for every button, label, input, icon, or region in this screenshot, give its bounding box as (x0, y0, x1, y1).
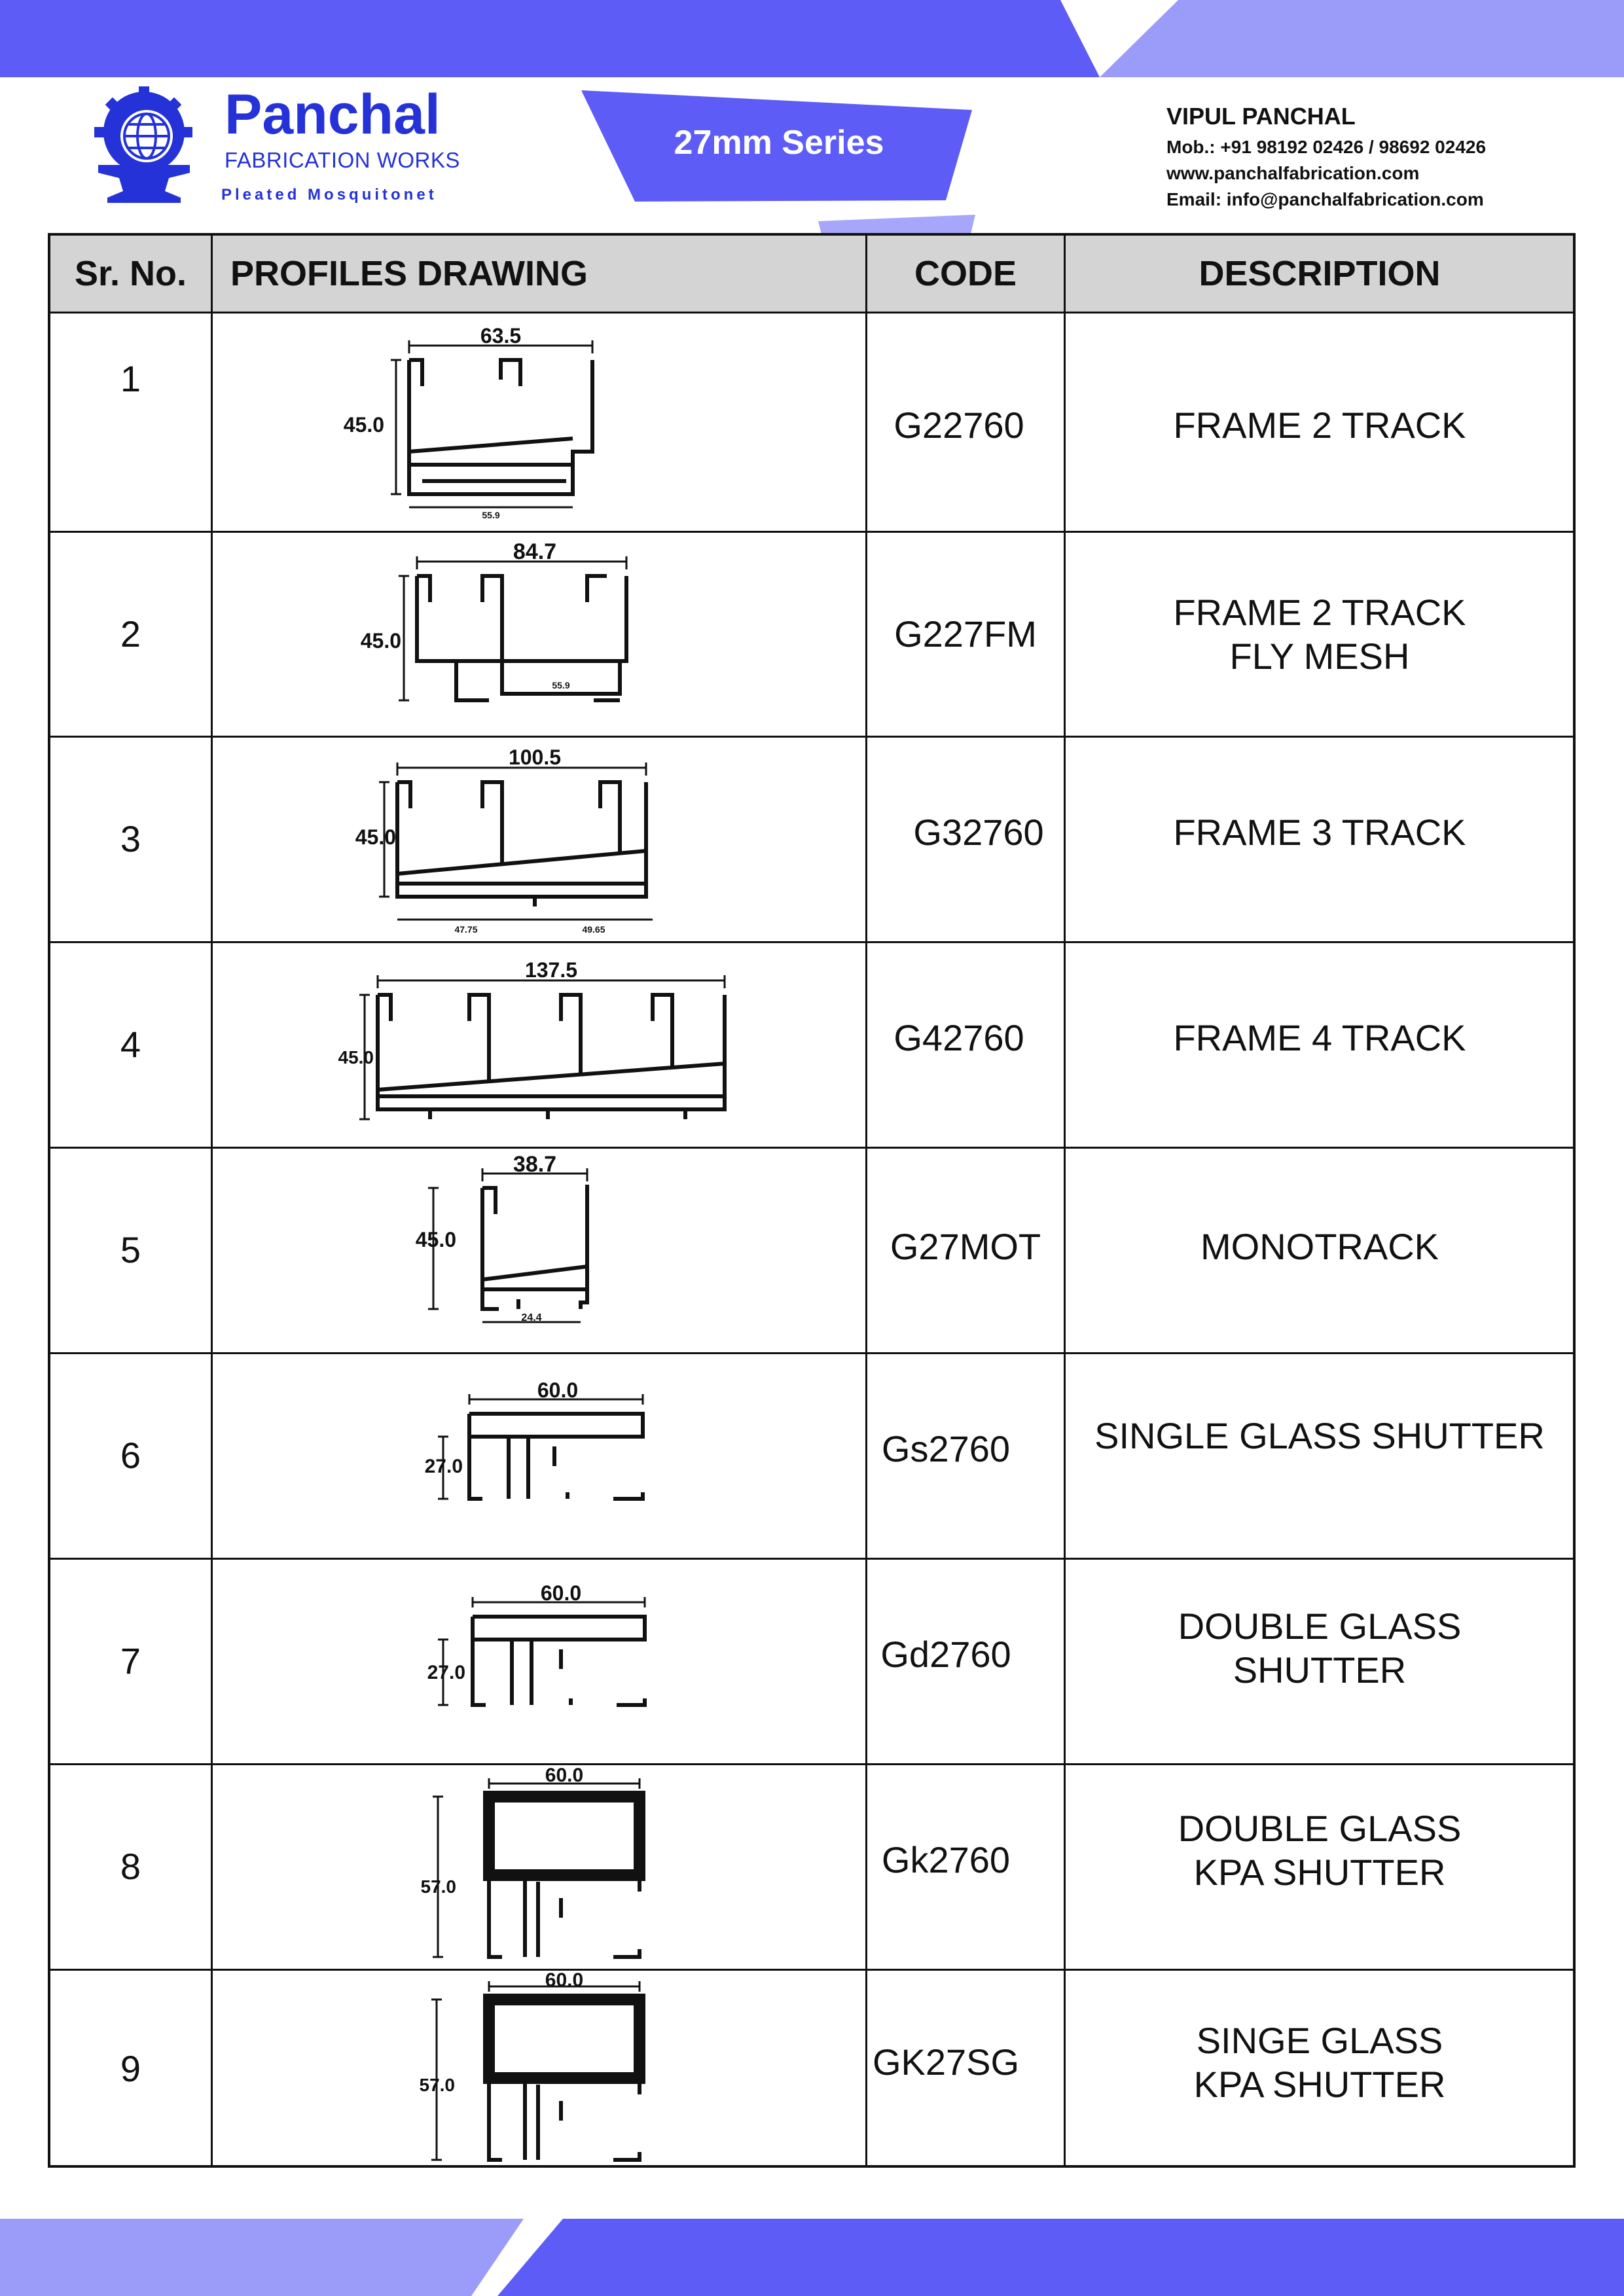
contact-website[interactable]: www.panchalfabrication.com (1166, 163, 1420, 183)
row-7-dim-height: 27.0 (427, 1662, 465, 1683)
row-1-profile-drawing (331, 324, 697, 520)
row-5-desc-line1: MONOTRACK (1200, 1226, 1439, 1268)
row-4-desc-line1: FRAME 4 TRACK (1173, 1017, 1466, 1059)
row-9-desc-line2: KPA SHUTTER (1193, 2064, 1446, 2105)
row-5-profile-drawing (391, 1152, 653, 1348)
brand-name: Panchal (225, 83, 441, 146)
row-6-desc-line1: SINGLE GLASS SHUTTER (1094, 1415, 1545, 1457)
row-9-dim-height: 57.0 (419, 2075, 455, 2095)
header-band (0, 0, 1624, 85)
row-8-sr: 8 (120, 1846, 141, 1888)
row-8-code: Gk2760 (881, 1839, 1011, 1881)
row-9-dim-width: 60.0 (545, 1969, 584, 1991)
brand-tagline: Pleated Mosquitonet (221, 186, 437, 204)
contact-mobile: Mob.: +91 98192 02426 / 98692 02426 (1166, 137, 1487, 157)
row-6-dim-height: 27.0 (424, 1456, 463, 1477)
row-8-dim-width: 60.0 (545, 1765, 584, 1786)
row-5-dim-sub: 24.4 (521, 1312, 542, 1323)
globe-gear-anvil-icon (92, 86, 196, 204)
row-3-profile-drawing (312, 746, 718, 936)
row-6-description (1066, 1354, 1574, 1518)
row-6-dim-width: 60.0 (537, 1378, 579, 1402)
row-5-dim-height: 45.0 (415, 1228, 456, 1251)
row-1-dim-width: 63.5 (480, 324, 522, 348)
row-1-desc-line1: FRAME 2 TRACK (1173, 404, 1466, 446)
row-3-dim-sub2: 49.65 (582, 924, 605, 935)
series-title: 27mm Series (674, 124, 884, 162)
header-description: DESCRIPTION (1199, 254, 1441, 293)
row-6-code: Gs2760 (881, 1428, 1011, 1470)
row-7-sr: 7 (120, 1640, 141, 1682)
row-9-description (1066, 1971, 1574, 2154)
brand-subtitle: FABRICATION WORKS (225, 148, 460, 172)
row-9-profile-drawing (365, 1969, 666, 2173)
row-8-profile-drawing (365, 1767, 666, 1970)
profiles-table (48, 233, 1576, 2168)
row-3-dim-height: 45.0 (355, 825, 396, 849)
row-9-sr: 9 (120, 2048, 141, 2090)
row-8-desc-line1: DOUBLE GLASS (1178, 1807, 1462, 1849)
row-8-description (1066, 1765, 1574, 1935)
row-2-dim-height: 45.0 (360, 629, 401, 653)
row-4-dim-width: 137.5 (524, 958, 578, 982)
row-9-desc-line1: SINGE GLASS (1196, 2019, 1443, 2061)
row-6-sr: 6 (120, 1435, 141, 1477)
row-2-description (1066, 533, 1574, 736)
row-1-sr: 1 (120, 358, 141, 400)
series-banner (576, 90, 982, 234)
header-sr-no: Sr. No. (74, 254, 187, 293)
row-1-dim-height: 45.0 (343, 413, 384, 437)
row-1-dim-sub: 55.9 (482, 510, 500, 520)
row-7-code: Gd2760 (880, 1634, 1011, 1676)
row-5-code: G27MOT (890, 1226, 1041, 1268)
row-7-description (1066, 1560, 1574, 1736)
row-3-description (1066, 738, 1574, 927)
row-2-code: G227FM (894, 613, 1037, 655)
row-4-sr: 4 (120, 1024, 141, 1066)
row-4-dim-height: 45.0 (338, 1047, 374, 1067)
row-3-code: G32760 (913, 812, 1044, 853)
row-2-sr: 2 (120, 613, 141, 655)
header-code: CODE (914, 254, 1017, 293)
row-5-sr: 5 (120, 1229, 141, 1271)
row-9-code: GK27SG (872, 2041, 1020, 2083)
row-5-dim-width: 38.7 (513, 1152, 557, 1177)
header-profiles-drawing: PROFILES DRAWING (230, 254, 588, 293)
row-7-desc-line1: DOUBLE GLASS (1178, 1605, 1462, 1647)
footer-band (0, 2219, 1624, 2296)
row-3-sr: 3 (120, 818, 141, 860)
row-2-desc-line2: FLY MESH (1229, 636, 1410, 677)
row-1-description (1066, 386, 1574, 465)
row-7-profile-drawing (371, 1577, 666, 1748)
row-2-dim-width: 84.7 (513, 539, 557, 564)
row-7-dim-width: 60.0 (540, 1581, 582, 1605)
row-4-description (1066, 943, 1574, 1133)
row-3-desc-line1: FRAME 3 TRACK (1173, 812, 1466, 853)
row-2-dim-sub: 55.9 (552, 680, 570, 691)
contact-name: VIPUL PANCHAL (1166, 103, 1356, 130)
row-8-dim-height: 57.0 (420, 1876, 456, 1897)
row-7-desc-line2: SHUTTER (1233, 1649, 1407, 1691)
contact-email[interactable]: Email: info@panchalfabrication.com (1166, 189, 1484, 209)
row-4-profile-drawing (293, 956, 751, 1139)
row-5-description (1066, 1149, 1574, 1345)
row-3-dim-sub: 47.75 (454, 924, 478, 935)
row-1-code: G22760 (893, 404, 1024, 446)
row-8-desc-line2: KPA SHUTTER (1193, 1852, 1446, 1893)
row-4-code: G42760 (893, 1017, 1024, 1059)
row-6-profile-drawing (371, 1374, 666, 1545)
row-2-profile-drawing (312, 539, 705, 726)
row-2-desc-line1: FRAME 2 TRACK (1173, 591, 1466, 633)
row-3-dim-width: 100.5 (508, 745, 562, 769)
